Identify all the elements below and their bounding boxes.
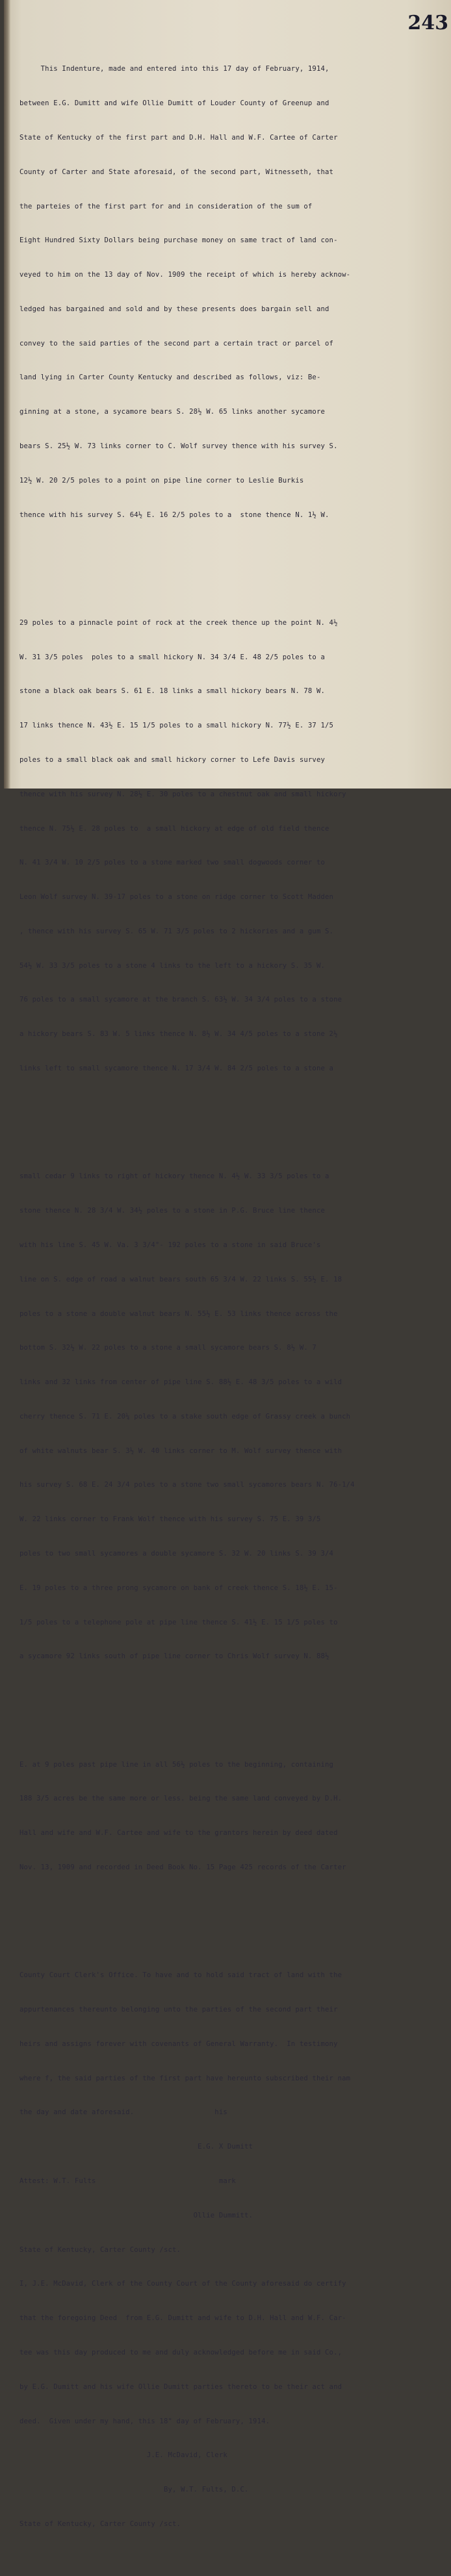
text-line: Ollie Dummitt. [19,2211,253,2219]
text-line: E. at 9 poles past pipe line in all 56½ poles to the beginning, containing [19,1760,334,1769]
text-line: 12½ W. 20 2/5 poles to a point on pipe line corner to Leslie Burkis [19,476,304,485]
text-line: land lying in Carter County Kentucky and described as follows, viz: Be- [19,373,321,382]
text-line: 29 poles to a pinnacle point of rock at the creek thence up the point N. 4½ [19,618,338,627]
text-line: between E.G. Dumitt and wife Ollie Dumitt of Louder County of Greenup and [19,99,329,108]
text-line: , thence with his survey S. 65 W. 71 3/5 poles to 2 hickories and a gum S. [19,927,334,935]
text-line: State of Kentucky, Carter County /sct. [19,2519,181,2528]
text-line: veyed to him on the 13 day of Nov. 1909 the receipt of which is hereby acknow- [19,271,351,279]
text-line: State of Kentucky of the first part and D.H. Hall and W.F. Cartee of Carter [19,133,338,142]
text-line: stone a black oak bears S. 61 E. 18 links a small hickory bears N. 78 W. [19,687,326,696]
text-line: the day and date aforesaid. his [19,2108,227,2117]
text-line: ledged has bargained and sold and by these presents does bargain sell and [19,305,329,313]
text-line: tee was this day produced to me and duly acknowledged before me in said Co., [19,2348,342,2356]
text-line: I, J.E. McDavid, Clerk of the County Court of the County aforesaid do certify [19,2280,346,2288]
text-line: This Indenture, made and entered into this 17 day of February, 1914, [19,65,329,73]
text-line: stone thence N. 28 3/4 W. 34½ poles to a stone in P.G. Bruce line thence [19,1207,326,1215]
text-line: a hickory bears S. 83 W. 5 links thence N. 8½ W. 34 4/5 poles to a stone 2½ [19,1030,338,1039]
text-line: by E.G. Dumitt and his wife Ollie Dumitt parties thereto to be their act and [19,2382,342,2391]
page-binding [4,0,10,789]
text-line: Attest: W.T. Fults mark [19,2177,236,2186]
block-gap [19,1120,435,1126]
text-line: poles to a stone a double walnut bears N. 55½ E. 53 links thence across the [19,1309,338,1318]
text-line: W. 22 links corner to Frank Wolf thence with his survey S. 75 E. 39 3/5 [19,1515,321,1524]
text-line: line on S. edge of road a walnut bears south 65 3/4 W. 22 links S. 55½ E. 18 [19,1275,342,1283]
text-block-3 [19,1148,435,1686]
text-line: County of Carter and State aforesaid, of the second part, Witnesseth, that [19,168,334,176]
text-line: his survey S. 68 E. 24 3/4 poles to a stone two small sycamores bears N. 76-1/4 [19,1481,355,1489]
text-line: N. 41 3/4 W. 10 2/5 poles to a stone marked two small dogwoods corner to [19,859,326,867]
text-line: links left to small sycamore thence N. 17 3/4 W. 84 2/5 poles to a stone a [19,1065,334,1073]
page-number: 243 [407,12,448,34]
text-line: cherry thence S. 71 E. 20¼ poles to a stake south edge of Grassy creek a bunch [19,1412,351,1421]
text-line: Eight Hundred Sixty Dollars being purchase money on same tract of land con- [19,236,338,245]
text-line: with his line S. 45 W. Va. 3 3/4°- 192 poles to a stone in said Bruce's [19,1241,321,1249]
text-line: E. 19 poles to a three prong sycamore on bank of creek thence S. 18½ E. 15- [19,1584,338,1592]
text-line: E.G. X Dumitt [19,2143,253,2151]
text-line: a sycamore 92 links south of pipe line corner to Chris Wolf survey N. 88½ [19,1652,329,1661]
text-line: ginning at a stone, a sycamore bears S. 28½ W. 65 links another sycamore [19,408,326,416]
deed-text [19,18,435,2576]
text-block-5 [19,1947,435,2553]
block-gap [19,567,435,572]
text-line: heirs and assigns forever with covenants of General Warranty. In testimony [19,2039,338,2048]
text-line: Hall and wife and W.F. Cartee and wife to the grantors herein by deed dated [19,1829,338,1837]
text-line: 76 poles to a small sycamore at the branch S. 63½ W. 34 3/4 poles to a stone [19,996,342,1004]
text-line: thence N. 75½ E. 28 poles to a small hickory at edge of old field thence [19,824,329,833]
text-block-4 [19,1736,435,1896]
block-gap [19,1708,435,1713]
text-line: that the foregoing Deed from E.G. Dumitt and wife to D.H. Hall and W.F. Car- [19,2314,346,2323]
text-block-1 [19,41,435,544]
text-line: deed. Given under my hand, this 18" day of February, 1914. [19,2417,270,2425]
text-line: J.E. McDavid, Clerk [19,2451,227,2460]
text-line: Nov. 13, 1909 and recorded in Deed Book No. 15 Page 425 records of the Carter [19,1863,346,1871]
text-line: 1/5 poles to a telephone pole at pipe line thence S. 41½ E. 15 1/5 poles to [19,1618,338,1626]
text-line: bottom S. 32½ W. 22 poles to a stone a small sycamore bears S. 8½ W. 7 [19,1344,316,1352]
text-line: 54½ W. 33 3/5 poles to a stone 4 links to the left to a hickory S. 35 W. [19,961,326,970]
text-line: State of Kentucky, Carter County /sct. [19,2245,181,2254]
text-line: convey to the said parties of the second part a certain tract or parcel of [19,339,334,347]
text-line: thence with his survey N. 28½ E. 30 poles to a chestnut oak and small hickory [19,790,346,798]
text-line: small cedar 9 links to right of hickory thence N. 4½ W. 33 3/5 poles to a [19,1172,329,1181]
text-line: bears S. 25½ W. 73 links corner to C. Wolf survey thence with his survey S. [19,442,338,450]
text-line: poles to two small sycamores a double sycamore S. 32 W. 20 links S. 39 3/4 [19,1549,334,1558]
text-line: of white walnuts bear S. 3½ W. 40 links corner to M. Wolf survey thence with [19,1446,342,1455]
text-line: appurtenances thereunto belonging unto the parties of the second part their [19,2006,338,2014]
text-line: thence with his survey S. 64½ E. 16 2/5 poles to a stone thence N. 1½ W. [19,511,329,519]
block-gap [19,1919,435,1925]
text-line: County Court Clerk's Office. To have and to hold said tract of land with the [19,1971,342,1980]
text-line: poles to a small black oak and small hickory corner to Lefe Davis survey [19,756,326,764]
text-line: W. 31 3/5 poles poles to a small hickory N. 34 3/4 E. 48 2/5 poles to a [19,653,326,661]
text-line: 188 3/5 acres be the same more or less. being the same land conveyed by D.H. [19,1795,342,1803]
text-line: Leon Wolf survey N. 39-17 poles to a stone on ridge corner to Scott Madden [19,893,334,902]
ledger-page [4,0,451,2528]
text-line: the parteies of the first part for and in consideration of the sum of [19,202,313,210]
text-line: links and 32 links from center of pipe line S. 88½ E. 48 3/5 poles to a wild [19,1378,342,1387]
text-block-2 [19,595,435,1098]
text-line: By, W.T. Fults, D.C. [19,2486,249,2494]
text-line: 17 links thence N. 43½ E. 15 1/5 poles to a small hickory N. 77½ E. 37 1/5 [19,722,334,730]
text-line: where f, the said parties of the first part have hereunto subscribed their nam [19,2074,351,2082]
